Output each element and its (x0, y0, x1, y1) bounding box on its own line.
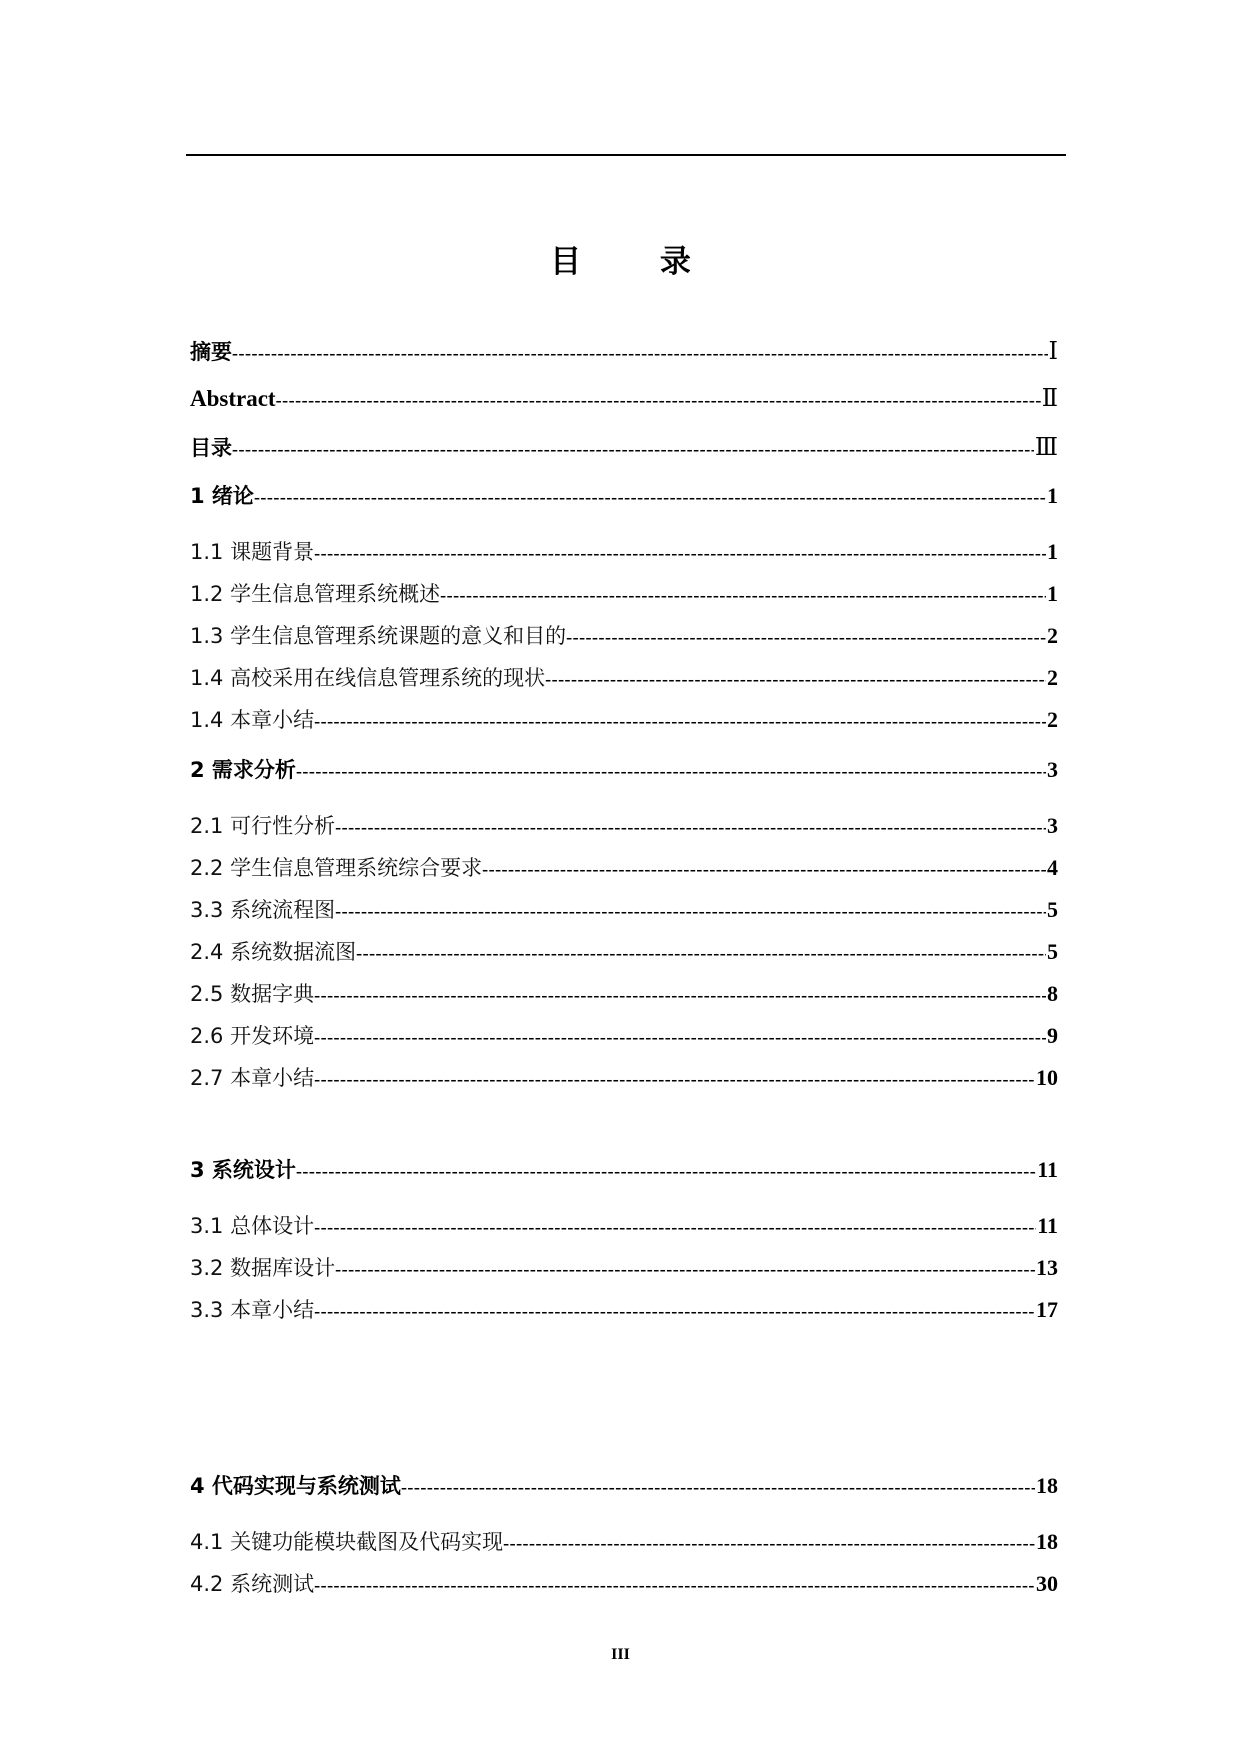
toc-leader (254, 487, 1046, 508)
toc-leader (232, 343, 1048, 364)
toc-page: 18 (1036, 1473, 1058, 1498)
toc-leader (545, 669, 1046, 690)
toc-leader (503, 1533, 1035, 1554)
toc-entry[interactable] (190, 1062, 1058, 1096)
toc-entry[interactable] (190, 1470, 1058, 1504)
toc-entry[interactable] (190, 1210, 1058, 1244)
toc-page: 4 (1047, 855, 1058, 880)
toc-leader (356, 943, 1046, 964)
toc-entry[interactable] (190, 978, 1058, 1012)
toc-label: 4.2 系统测试 (190, 1572, 315, 1596)
toc-leader (335, 1259, 1035, 1280)
toc-page: 2 (1047, 665, 1058, 690)
toc-label: 4.1 关键功能模块截图及代码实现 (190, 1530, 504, 1554)
toc-page: 18 (1036, 1529, 1058, 1554)
toc-entry[interactable] (190, 536, 1058, 570)
toc-page: Ⅱ (1041, 386, 1058, 412)
toc-leader (314, 1217, 1036, 1238)
toc-label: 3.3 系统流程图 (190, 898, 336, 922)
toc-label: 目录 (190, 436, 232, 460)
toc-label: 3 系统设计 (190, 1158, 296, 1182)
toc-page: 30 (1036, 1571, 1058, 1596)
toc-page: Ⅰ (1048, 339, 1058, 365)
toc-leader (314, 543, 1046, 564)
toc-page: 1 (1047, 539, 1058, 564)
toc-page: 10 (1036, 1065, 1058, 1090)
toc-leader (296, 1161, 1036, 1182)
toc-page: 5 (1047, 897, 1058, 922)
toc-entry[interactable] (190, 894, 1058, 928)
toc-label: 2 需求分析 (190, 758, 296, 782)
toc-label: 4 代码实现与系统测试 (190, 1474, 401, 1498)
toc-entry[interactable] (190, 578, 1058, 612)
toc-leader (440, 585, 1046, 606)
toc-label: 2.1 可行性分析 (190, 814, 336, 838)
toc-page: 2 (1047, 623, 1058, 648)
toc-label: 2.7 本章小结 (190, 1066, 315, 1090)
toc-leader (335, 901, 1046, 922)
toc-leader (482, 859, 1046, 880)
toc-entry[interactable] (190, 704, 1058, 738)
toc-leader (314, 1027, 1046, 1048)
toc-page: 9 (1047, 1023, 1058, 1048)
toc-label: 1.4 高校采用在线信息管理系统的现状 (190, 666, 546, 690)
toc-entry[interactable] (190, 432, 1058, 466)
toc-page: 11 (1037, 1213, 1058, 1238)
toc-label: 1 绪论 (190, 484, 254, 508)
toc-entry[interactable] (190, 384, 1058, 418)
toc-label: 1.3 学生信息管理系统课题的意义和目的 (190, 624, 567, 648)
toc-leader (232, 439, 1034, 460)
toc-entry[interactable] (190, 936, 1058, 970)
toc-label: 3.1 总体设计 (190, 1214, 315, 1238)
toc-page: 5 (1047, 939, 1058, 964)
toc-page: 1 (1047, 483, 1058, 508)
toc-entry[interactable] (190, 480, 1058, 514)
toc-leader (314, 985, 1046, 1006)
toc-page: Ⅲ (1034, 435, 1058, 461)
toc-entry[interactable] (190, 1154, 1058, 1188)
toc-entry[interactable] (190, 754, 1058, 788)
page-title: 目 录 (550, 244, 725, 280)
header-rule (186, 154, 1066, 156)
toc-label: 2.5 数据字典 (190, 982, 315, 1006)
toc-page: 13 (1036, 1255, 1058, 1280)
toc-label: 1.4 本章小结 (190, 708, 315, 732)
toc-leader (314, 711, 1046, 732)
toc-entry[interactable] (190, 1252, 1058, 1286)
toc-leader (276, 390, 1041, 411)
toc-leader (401, 1477, 1035, 1498)
toc-entry[interactable] (190, 1568, 1058, 1602)
toc-label: 2.2 学生信息管理系统综合要求 (190, 856, 483, 880)
toc-page: 3 (1047, 757, 1058, 782)
toc-leader (335, 817, 1046, 838)
toc-page: 17 (1036, 1297, 1058, 1322)
toc-page: 3 (1047, 813, 1058, 838)
toc-entry[interactable] (190, 810, 1058, 844)
toc-entry[interactable] (190, 1294, 1058, 1328)
toc-label: 1.1 课题背景 (190, 540, 315, 564)
toc-entry[interactable] (190, 1526, 1058, 1560)
toc-entry[interactable] (190, 1020, 1058, 1054)
toc-page: 8 (1047, 981, 1058, 1006)
toc-label: 摘要 (190, 340, 232, 364)
toc-label: 3.2 数据库设计 (190, 1256, 336, 1280)
toc-page: 1 (1047, 581, 1058, 606)
toc-page: 11 (1037, 1157, 1058, 1182)
toc-leader (314, 1575, 1035, 1596)
toc-entry[interactable] (190, 620, 1058, 654)
toc-label: 2.6 开发环境 (190, 1024, 315, 1048)
toc-leader (314, 1301, 1035, 1322)
toc-leader (314, 1069, 1035, 1090)
toc-entry[interactable] (190, 852, 1058, 886)
toc-label: 2.4 系统数据流图 (190, 940, 357, 964)
toc-entry[interactable] (190, 336, 1058, 370)
toc-label: 3.3 本章小结 (190, 1298, 315, 1322)
toc-page: 2 (1047, 707, 1058, 732)
page-number: III (611, 1646, 630, 1663)
toc-entry[interactable] (190, 662, 1058, 696)
toc-label: 1.2 学生信息管理系统概述 (190, 582, 441, 606)
toc-leader (566, 627, 1046, 648)
toc-leader (296, 761, 1046, 782)
toc-label: Abstract (190, 386, 276, 411)
